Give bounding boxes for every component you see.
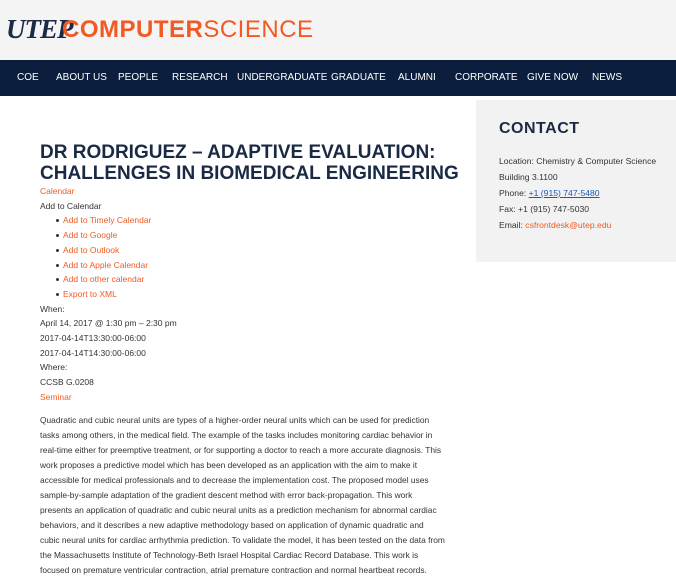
nav-item-corporate[interactable]: CORPORATE xyxy=(455,72,518,83)
contact-details xyxy=(499,154,671,234)
site-title[interactable] xyxy=(62,16,314,44)
add-to-timely-calendar-link[interactable]: Add to Timely Calendar xyxy=(56,213,460,228)
site-header xyxy=(0,0,676,60)
nav-item-alumni[interactable]: ALUMNI xyxy=(398,72,436,83)
contact-email-row xyxy=(499,218,671,234)
where-label: Where: xyxy=(40,362,68,373)
calendar-options-list xyxy=(40,213,460,301)
utep-logo[interactable]: UTEP xyxy=(6,14,73,44)
nav-item-news[interactable]: NEWS xyxy=(592,72,622,83)
email-link[interactable]: csfrontdesk@utep.edu xyxy=(525,219,612,230)
event-description: Quadratic and cubic neural units are types of a higher-order neural units which can be used for prediction tasks among others, in the medical field. The example of the tasks includes monitoring cardiac behavior in real-time either for preemptive treatment, or for supporting a doctor to reach a more accurate diagnosis. This work proposes a predictive model which has been developed as an application with the aim to make it accessible for medical professionals and to decrease the implementation cost. The proposed model uses sample-by-sample adaptation of the gradient descent method with error back-propagation. This work presents an application of quadratic and cubic neural units as a prediction mechanism for abnormal cardiac behaviors, and it describes a new adaptive methodology based on application of dynamic quadratic and cubic neural units for cardiac arrhythmia prediction. To validate the model, it has been tested on the data from the Massachusetts Institute of Technology-Beth Israel Hospital Cardiac Record Database. This work is focused on premature ventricular contraction, atrial premature contraction and normal heartbeat records. xyxy=(40,414,445,575)
start-time: 2017-04-14T13:30:00-06:00 xyxy=(40,333,146,344)
calendar-link[interactable]: Calendar xyxy=(40,186,75,196)
phone-label: Phone: xyxy=(499,187,529,198)
phone-link[interactable]: +1 (915) 747-5480 xyxy=(528,187,600,198)
nav-item-coe[interactable]: COE xyxy=(17,72,39,83)
event-content xyxy=(40,142,460,578)
contact-fax: Fax: +1 (915) 747-5030 xyxy=(499,203,590,214)
event-title: DR RODRIGUEZ – ADAPTIVE EVALUATION: CHALLENGES IN BIOMEDICAL ENGINEERING xyxy=(40,142,459,184)
site-title-bold: COMPUTER xyxy=(62,16,204,43)
site-title-light: SCIENCE xyxy=(203,16,314,43)
add-to-other-calendar-link[interactable]: Add to other calendar xyxy=(56,272,460,287)
nav-item-undergraduate[interactable]: UNDERGRADUATE xyxy=(237,72,328,83)
nav-item-people[interactable]: PEOPLE xyxy=(118,72,159,83)
nav-item-graduate[interactable]: GRADUATE xyxy=(331,72,386,83)
main-nav xyxy=(0,60,676,96)
contact-location: Location: Chemistry & Computer Science xyxy=(499,156,657,166)
contact-title: CONTACT xyxy=(499,120,580,137)
email-label: Email: xyxy=(499,219,526,230)
export-to-xml-link[interactable]: Export to XML xyxy=(56,287,460,302)
when-label: When: xyxy=(40,303,65,314)
where-value: CCSB G.0208 xyxy=(40,377,94,388)
nav-item-about-us[interactable]: ABOUT US xyxy=(56,72,107,83)
contact-building: Building 3.1100 xyxy=(499,171,558,182)
add-to-outlook-link[interactable]: Add to Outlook xyxy=(56,243,460,258)
add-to-calendar-label: Add to Calendar xyxy=(40,200,102,211)
nav-item-give-now[interactable]: GIVE NOW xyxy=(527,72,579,83)
contact-sidebar xyxy=(476,100,676,262)
category-link[interactable]: Seminar xyxy=(40,391,72,402)
nav-item-research[interactable]: RESEARCH xyxy=(172,72,228,83)
add-to-google-link[interactable]: Add to Google xyxy=(56,228,460,243)
when-value: April 14, 2017 @ 1:30 pm – 2:30 pm xyxy=(40,318,177,329)
contact-phone-row xyxy=(499,186,671,202)
add-to-apple-calendar-link[interactable]: Add to Apple Calendar xyxy=(56,258,460,273)
end-time: 2017-04-14T14:30:00-06:00 xyxy=(40,347,146,358)
